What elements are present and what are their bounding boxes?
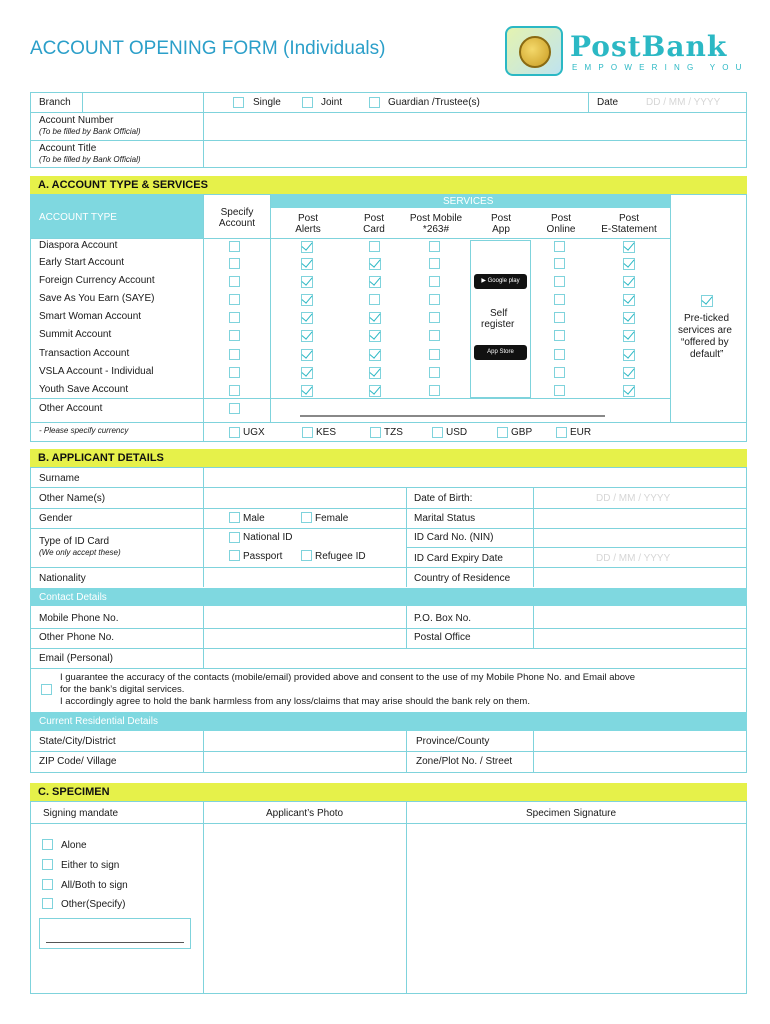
service-col-0: Post Alerts [295, 213, 321, 235]
mandate-option-label: Alone [61, 840, 87, 851]
post-mobile-checkbox[interactable] [429, 312, 440, 323]
state-label: State/City/District [39, 736, 116, 747]
currency-checkbox-gbp[interactable] [497, 427, 508, 438]
form-title-sub: (Individuals) [283, 38, 386, 59]
mandate-checkbox[interactable] [42, 879, 53, 890]
other-phone-label: Other Phone No. [39, 632, 115, 643]
zip-label: ZIP Code/ Village [39, 756, 117, 767]
post-alerts-checkbox[interactable] [301, 330, 313, 342]
mandate-checkbox[interactable] [42, 859, 53, 870]
section-c-header [30, 783, 747, 801]
specify-checkbox[interactable] [229, 367, 240, 378]
note-line1: Pre-ticked [684, 313, 730, 324]
post-alerts-checkbox[interactable] [301, 367, 313, 379]
pre-ticked-sample-icon [701, 295, 713, 307]
account-number-note: (To be filled by Bank Official) [39, 127, 141, 136]
specimen-signature-label: Specimen Signature [526, 808, 617, 819]
post-estatement-checkbox[interactable] [623, 330, 635, 342]
residential-title: Current Residential Details [39, 716, 158, 727]
post-estatement-checkbox[interactable] [623, 349, 635, 361]
post-mobile-checkbox[interactable] [429, 258, 440, 269]
other-account-field[interactable] [300, 415, 605, 417]
post-card-checkbox[interactable] [369, 241, 380, 252]
applicant-photo-box[interactable] [205, 825, 405, 992]
post-mobile-checkbox[interactable] [429, 294, 440, 305]
service-col-3: Post App [490, 213, 511, 235]
date-field[interactable]: DD / MM / YYYY [646, 97, 721, 108]
passport-checkbox[interactable] [229, 550, 240, 561]
form-title [30, 38, 385, 60]
female-label: Female [315, 513, 349, 524]
post-online-checkbox[interactable] [554, 294, 565, 305]
signing-mandate-label: Signing mandate [43, 808, 119, 819]
account-type-label: Early Start Account [39, 257, 125, 268]
nationality-label: Nationality [39, 573, 86, 584]
section-b-header [30, 449, 747, 467]
post-mobile-checkbox[interactable] [429, 330, 440, 341]
zone-label: Zone/Plot No. / Street [416, 756, 513, 767]
dob-field[interactable]: DD / MM / YYYY [596, 493, 671, 504]
mobile-label: Mobile Phone No. [39, 613, 119, 624]
specify-checkbox[interactable] [229, 241, 240, 252]
post-alerts-checkbox[interactable] [301, 258, 313, 270]
section-a-title: A. ACCOUNT TYPE & SERVICES [38, 179, 208, 191]
other-account-checkbox[interactable] [229, 403, 240, 414]
post-estatement-checkbox[interactable] [623, 258, 635, 270]
specify-checkbox[interactable] [229, 258, 240, 269]
account-type-label: Foreign Currency Account [39, 275, 155, 286]
account-title-field[interactable] [205, 142, 745, 166]
section-c-title: C. SPECIMEN [38, 786, 110, 798]
single-checkbox[interactable] [233, 97, 244, 108]
currency-checkbox-usd[interactable] [432, 427, 443, 438]
service-col-1: Post Card [363, 213, 385, 235]
currency-label: UGX [243, 427, 265, 438]
services-title: SERVICES [443, 196, 494, 207]
national-id-checkbox[interactable] [229, 532, 240, 543]
other-specify-line [46, 942, 184, 943]
account-type-label: Youth Save Account [39, 384, 129, 395]
province-label: Province/County [416, 736, 490, 747]
post-alerts-checkbox[interactable] [301, 276, 313, 288]
account-type-label: Transaction Account [39, 348, 130, 359]
app-store-button[interactable] [474, 345, 527, 360]
service-col-5: Post E-Statement [601, 213, 657, 235]
account-type-label: Save As You Earn (SAYE) [39, 293, 155, 304]
gender-label: Gender [39, 513, 73, 524]
post-card-checkbox[interactable] [369, 330, 381, 342]
brand-tagline: EMPOWERING YOU [572, 63, 749, 72]
currency-checkbox-kes[interactable] [302, 427, 313, 438]
mandate-option-label: All/Both to sign [61, 880, 128, 891]
mandate-checkbox[interactable] [42, 898, 53, 909]
google-play-button[interactable] [474, 274, 527, 289]
google-play-label: Google play [487, 278, 520, 284]
section-a-header [30, 176, 747, 194]
google-play-icon: ▶ [481, 278, 488, 284]
account-type-label: Summit Account [39, 329, 112, 340]
post-online-checkbox[interactable] [554, 367, 565, 378]
post-estatement-checkbox[interactable] [623, 312, 635, 324]
applicant-photo-label: Applicant’s Photo [266, 808, 344, 819]
post-card-checkbox[interactable] [369, 258, 381, 270]
surname-label: Surname [39, 473, 80, 484]
post-alerts-checkbox[interactable] [301, 241, 313, 253]
post-mobile-checkbox[interactable] [429, 385, 440, 396]
joint-label: Joint [321, 97, 343, 108]
self-register-line1: Self [490, 308, 508, 319]
refugee-id-checkbox[interactable] [301, 550, 312, 561]
account-type-label: VSLA Account - Individual [39, 366, 154, 377]
account-type-label: Smart Woman Account [39, 311, 142, 322]
dob-label: Date of Birth: [414, 493, 473, 504]
currency-label: KES [316, 427, 337, 438]
currency-label: TZS [384, 427, 403, 438]
post-mobile-checkbox[interactable] [429, 276, 440, 287]
specify-checkbox[interactable] [229, 276, 240, 287]
specimen-signature-box[interactable] [408, 825, 745, 992]
refugee-id-label: Refugee ID [315, 551, 366, 562]
post-online-checkbox[interactable] [554, 349, 565, 360]
contact-details-title: Contact Details [39, 592, 107, 603]
surname-field[interactable] [205, 469, 745, 485]
post-card-checkbox[interactable] [369, 385, 381, 397]
post-online-checkbox[interactable] [554, 330, 565, 341]
account-title-note: (To be filled by Bank Official) [39, 155, 141, 164]
post-alerts-checkbox[interactable] [301, 294, 313, 306]
post-online-checkbox[interactable] [554, 385, 565, 396]
service-col-4: Post Online [546, 213, 576, 235]
account-number-label: Account Number [39, 115, 114, 126]
other-specify-field[interactable] [39, 918, 191, 949]
currency-label: EUR [570, 427, 592, 438]
note-line3: “offered by [681, 337, 729, 348]
service-col-2: Post Mobile *263# [409, 213, 463, 235]
single-label: Single [253, 97, 281, 108]
post-estatement-checkbox[interactable] [623, 367, 635, 379]
passport-label: Passport [243, 551, 283, 562]
id-type-label: Type of ID Card [39, 536, 110, 547]
id-type-note: (We only accept these) [39, 548, 121, 557]
consent-line3: I accordingly agree to hold the bank harmless from any loss/claims that may arise should the bank rely on them. [60, 696, 530, 707]
mandate-option-label: Either to sign [61, 860, 120, 871]
currency-checkbox-eur[interactable] [556, 427, 567, 438]
account-title-label: Account Title [39, 143, 97, 154]
date-label: Date [597, 97, 619, 108]
note-line4: default” [690, 349, 724, 360]
post-online-checkbox[interactable] [554, 258, 565, 269]
consent-checkbox[interactable] [41, 684, 52, 695]
contact-details-header [30, 588, 747, 606]
postal-office-label: Postal Office [414, 632, 471, 643]
currency-checkbox-tzs[interactable] [370, 427, 381, 438]
guardian-checkbox[interactable] [369, 97, 380, 108]
post-online-checkbox[interactable] [554, 276, 565, 287]
post-card-checkbox[interactable] [369, 349, 381, 361]
post-mobile-checkbox[interactable] [429, 367, 440, 378]
post-alerts-checkbox[interactable] [301, 349, 313, 361]
email-label: Email (Personal) [39, 653, 113, 664]
post-card-checkbox[interactable] [369, 367, 381, 379]
joint-checkbox[interactable] [302, 97, 313, 108]
post-online-checkbox[interactable] [554, 312, 565, 323]
section-b-title: B. APPLICANT DETAILS [38, 452, 164, 464]
specify-checkbox[interactable] [229, 385, 240, 396]
post-card-checkbox[interactable] [369, 312, 381, 324]
brand-name: PostBank [570, 30, 728, 63]
specify-account-header [207, 207, 267, 229]
branch-label: Branch [39, 97, 71, 108]
postbank-logo-icon [505, 26, 563, 76]
post-mobile-checkbox[interactable] [429, 241, 440, 252]
post-estatement-checkbox[interactable] [623, 241, 635, 253]
account-type-title: ACCOUNT TYPE [39, 212, 117, 223]
marital-label: Marital Status [414, 513, 476, 524]
currency-label: GBP [511, 427, 533, 438]
form-title-main: ACCOUNT OPENING FORM [30, 38, 278, 59]
email-field[interactable] [205, 650, 745, 666]
currency-label: USD [446, 427, 468, 438]
other-account-label: Other Account [39, 403, 103, 414]
id-expiry-field[interactable]: DD / MM / YYYY [596, 553, 671, 564]
specify-checkbox[interactable] [229, 312, 240, 323]
specify-currency-label: - Please specify currency [39, 426, 129, 435]
specify-label: Specify [220, 207, 254, 218]
id-no-label: ID Card No. (NIN) [414, 532, 494, 543]
currency-checkbox-ugx[interactable] [229, 427, 240, 438]
note-line2: services are [678, 325, 732, 336]
account-label: Account [218, 218, 256, 229]
post-alerts-checkbox[interactable] [301, 312, 313, 324]
mandate-option-label: Other(Specify) [61, 899, 126, 910]
consent-line2: for the bank’s digital services. [60, 684, 185, 695]
account-number-field[interactable] [205, 114, 745, 138]
male-label: Male [243, 513, 265, 524]
post-estatement-checkbox[interactable] [623, 294, 635, 306]
post-online-checkbox[interactable] [554, 241, 565, 252]
specify-checkbox[interactable] [229, 294, 240, 305]
residence-label: Country of Residence [414, 573, 511, 584]
self-register-line2: register [481, 319, 515, 330]
post-mobile-checkbox[interactable] [429, 349, 440, 360]
other-names-label: Other Name(s) [39, 493, 106, 504]
post-card-checkbox[interactable] [369, 294, 380, 305]
app-store-label: App Store [487, 349, 514, 355]
consent-line1: I guarantee the accuracy of the contacts (mobile/email) provided above and consent to the use of my Mobile Phone No. and Email above [60, 672, 636, 683]
specify-checkbox[interactable] [229, 349, 240, 360]
post-alerts-checkbox[interactable] [301, 385, 313, 397]
post-estatement-checkbox[interactable] [623, 276, 635, 288]
guardian-label: Guardian /Trustee(s) [388, 97, 480, 108]
national-id-label: National ID [243, 532, 293, 543]
po-box-label: P.O. Box No. [414, 613, 472, 624]
mandate-checkbox[interactable] [42, 839, 53, 850]
account-type-label: Diaspora Account [39, 240, 118, 251]
male-checkbox[interactable] [229, 512, 240, 523]
post-estatement-checkbox[interactable] [623, 385, 635, 397]
specify-checkbox[interactable] [229, 330, 240, 341]
id-expiry-label: ID Card Expiry Date [414, 553, 503, 564]
post-card-checkbox[interactable] [369, 276, 381, 288]
female-checkbox[interactable] [301, 512, 312, 523]
